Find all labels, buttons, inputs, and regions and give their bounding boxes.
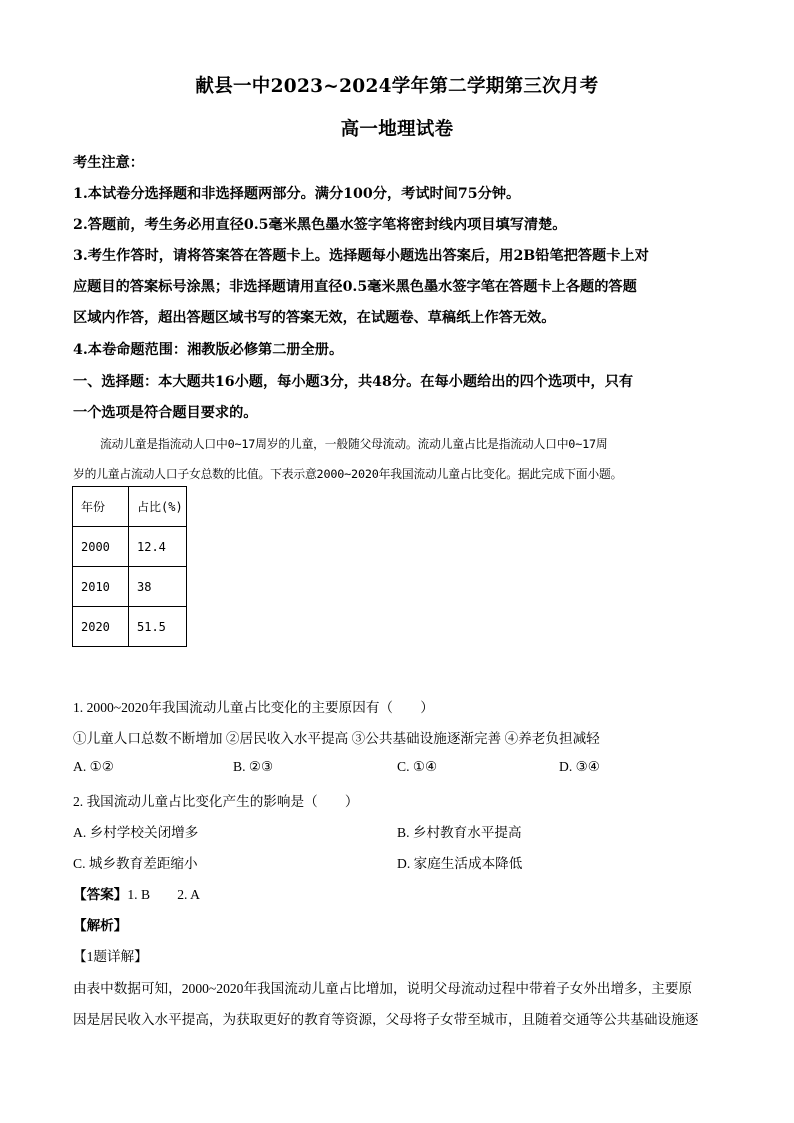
exam-subtitle: 高一地理试卷 xyxy=(340,119,454,140)
analysis-tag: 【解析】 xyxy=(73,918,128,933)
notice-heading: 考生注意： xyxy=(73,155,144,171)
question-2-option-b: B. 乡村教育水平提高 xyxy=(397,825,522,840)
table-row xyxy=(73,607,187,647)
table-cell: 38 xyxy=(129,567,187,607)
notice-item: 区域内作答，超出答题区域书写的答案无效，在试题卷、草稿纸上作答无效。 xyxy=(73,310,556,326)
notice-item: 应题目的答案标号涂黑；非选择题请用直径0.5毫米黑色墨水签字笔在答题卡上各题的答题 xyxy=(73,279,637,295)
answer-text: 1. B 2. A xyxy=(127,887,200,902)
detail-text-cont: 因是居民收入水平提高，为获取更好的教育等资源，父母将子女带至城市，且随着交通等公共基础设施逐 xyxy=(73,1012,699,1027)
table-row xyxy=(73,527,187,567)
table-cell: 2020 xyxy=(73,607,129,647)
section-heading-cont: 一个选项是符合题目要求的。 xyxy=(73,405,258,421)
data-table xyxy=(72,486,187,647)
notice-item: 2.答题前，考生务必用直径0.5毫米黑色墨水签字笔将密封线内项目填写清楚。 xyxy=(73,217,567,233)
question-2-stem: 2. 我国流动儿童占比变化产生的影响是（ ） xyxy=(73,794,359,809)
question-1-option-b: B. ②③ xyxy=(233,759,274,774)
table-header-row xyxy=(73,487,187,527)
answer-tag: 【答案】 xyxy=(73,887,128,902)
material-text: 流动儿童是指流动人口中0~17周岁的儿童，一般随父母流动。流动儿童占比是指流动人口中0~17周 xyxy=(100,437,608,451)
material-text-cont: 岁的儿童占流动人口子女总数的比值。下表示意2000~2020年我国流动儿童占比变化。据此完成下面小题。 xyxy=(73,467,623,481)
table-cell: 51.5 xyxy=(129,607,187,647)
table-header-cell: 占比(%) xyxy=(129,487,187,527)
question-2-option-c: C. 城乡教育差距缩小 xyxy=(73,856,198,871)
table-header-cell: 年份 xyxy=(73,487,129,527)
detail-tag: 【1题详解】 xyxy=(73,949,148,964)
question-2-option-d: D. 家庭生活成本降低 xyxy=(397,856,523,871)
question-1-statements: ①儿童人口总数不断增加 ②居民收入水平提高 ③公共基础设施逐渐完善 ④养老负担减轻 xyxy=(73,731,600,746)
table-cell: 2000 xyxy=(73,527,129,567)
notice-item: 1.本试卷分选择题和非选择题两部分。满分100分，考试时间75分钟。 xyxy=(73,186,521,202)
table-cell: 12.4 xyxy=(129,527,187,567)
answer-line xyxy=(73,883,733,903)
table-row xyxy=(73,567,187,607)
detail-text: 由表中数据可知，2000~2020年我国流动儿童占比增加，说明父母流动过程中带着子女外出增多，主要原 xyxy=(73,981,693,996)
section-heading: 一、选择题：本大题共16小题，每小题3分，共48分。在每小题给出的四个选项中，只有 xyxy=(73,374,634,390)
question-1-option-d: D. ③④ xyxy=(559,759,600,774)
table-cell: 2010 xyxy=(73,567,129,607)
notice-item: 3.考生作答时，请将答案答在答题卡上。选择题每小题选出答案后，用2B铅笔把答题卡上对 xyxy=(73,248,649,264)
notice-item: 4.本卷命题范围：湘教版必修第二册全册。 xyxy=(73,342,344,358)
question-2-option-a: A. 乡村学校关闭增多 xyxy=(73,825,199,840)
exam-title: 献县一中2023~2024学年第二学期第三次月考 xyxy=(195,76,599,97)
question-1-stem: 1. 2000~2020年我国流动儿童占比变化的主要原因有（ ） xyxy=(73,700,434,715)
question-1-option-a: A. ①② xyxy=(73,759,114,774)
question-1-option-c: C. ①④ xyxy=(397,759,438,774)
